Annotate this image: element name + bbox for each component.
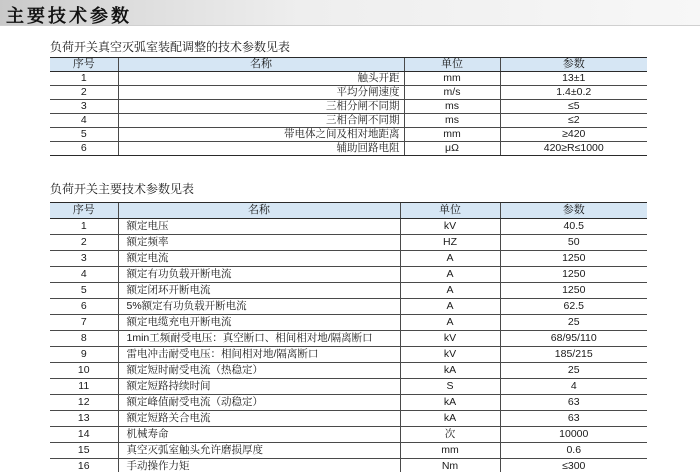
col-header-name: 名称 xyxy=(118,58,404,72)
cell-unit: A xyxy=(400,299,500,315)
cell-name: 额定峰值耐受电流（动稳定） xyxy=(118,395,400,411)
cell-name: 额定短路持续时间 xyxy=(118,379,400,395)
table-row xyxy=(50,86,647,100)
table-row xyxy=(50,72,647,86)
cell-unit: A xyxy=(400,267,500,283)
cell-unit: kA xyxy=(400,411,500,427)
cell-name: 平均分闸速度 xyxy=(118,86,404,100)
cell-name: 触头开距 xyxy=(118,72,404,86)
cell-unit: μΩ xyxy=(404,142,500,156)
cell-index: 3 xyxy=(50,100,118,114)
cell-name: 辅助回路电阻 xyxy=(118,142,404,156)
col-header-index: 序号 xyxy=(50,58,118,72)
table-row xyxy=(50,251,647,267)
table-row xyxy=(50,283,647,299)
cell-index: 8 xyxy=(50,331,118,347)
cell-value: ≥420 xyxy=(500,128,647,142)
table-header-row xyxy=(50,58,647,72)
cell-unit: ms xyxy=(404,100,500,114)
table-row xyxy=(50,395,647,411)
cell-unit: mm xyxy=(404,72,500,86)
cell-value: 63 xyxy=(500,395,647,411)
section-header-bar xyxy=(0,0,700,26)
table-row xyxy=(50,219,647,235)
cell-name: 额定短时耐受电流（热稳定） xyxy=(118,363,400,379)
cell-name: 额定短路关合电流 xyxy=(118,411,400,427)
cell-unit: HZ xyxy=(400,235,500,251)
cell-value: 40.5 xyxy=(500,219,647,235)
table-row xyxy=(50,459,647,472)
cell-value: 185/215 xyxy=(500,347,647,363)
cell-unit: m/s xyxy=(404,86,500,100)
cell-unit: kA xyxy=(400,395,500,411)
cell-name: 机械寿命 xyxy=(118,427,400,443)
cell-value: 420≥R≤1000 xyxy=(500,142,647,156)
cell-unit: A xyxy=(400,283,500,299)
cell-index: 3 xyxy=(50,251,118,267)
cell-index: 4 xyxy=(50,267,118,283)
table-header-row xyxy=(50,203,647,219)
cell-name: 三相分闸不同期 xyxy=(118,100,404,114)
table-row xyxy=(50,128,647,142)
cell-value: 25 xyxy=(500,363,647,379)
cell-unit: 次 xyxy=(400,427,500,443)
table-row xyxy=(50,331,647,347)
cell-name: 雷电冲击耐受电压：相间相对地/隔离断口 xyxy=(118,347,400,363)
table-row xyxy=(50,114,647,128)
cell-index: 16 xyxy=(50,459,118,472)
col-header-index: 序号 xyxy=(50,203,118,219)
table-row xyxy=(50,443,647,459)
section-title: 主要技术参数 xyxy=(6,6,132,27)
cell-index: 7 xyxy=(50,315,118,331)
cell-value: 68/95/110 xyxy=(500,331,647,347)
cell-value: 13±1 xyxy=(500,72,647,86)
cell-value: ≤5 xyxy=(500,100,647,114)
cell-name: 1min工频耐受电压：真空断口、相间相对地/隔离断口 xyxy=(118,331,400,347)
assembly-parameters-table xyxy=(50,57,647,156)
cell-value: 25 xyxy=(500,315,647,331)
cell-unit: A xyxy=(400,251,500,267)
col-header-value: 参数 xyxy=(500,203,647,219)
cell-unit: kV xyxy=(400,347,500,363)
cell-unit: kV xyxy=(400,219,500,235)
col-header-unit: 单位 xyxy=(404,58,500,72)
cell-value: 0.6 xyxy=(500,443,647,459)
cell-unit: A xyxy=(400,315,500,331)
cell-name: 5%额定有功负载开断电流 xyxy=(118,299,400,315)
cell-unit: S xyxy=(400,379,500,395)
cell-name: 额定有功负载开断电流 xyxy=(118,267,400,283)
cell-name: 额定电缆充电开断电流 xyxy=(118,315,400,331)
cell-index: 6 xyxy=(50,299,118,315)
table-row xyxy=(50,363,647,379)
cell-index: 2 xyxy=(50,86,118,100)
table-row xyxy=(50,299,647,315)
table-row xyxy=(50,267,647,283)
cell-name: 额定闭环开断电流 xyxy=(118,283,400,299)
cell-name: 真空灭弧室触头允许磨损厚度 xyxy=(118,443,400,459)
cell-unit: Nm xyxy=(400,459,500,472)
cell-index: 2 xyxy=(50,235,118,251)
col-header-unit: 单位 xyxy=(400,203,500,219)
cell-value: ≤300 xyxy=(500,459,647,472)
cell-unit: kV xyxy=(400,331,500,347)
cell-value: 1.4±0.2 xyxy=(500,86,647,100)
table-row xyxy=(50,347,647,363)
table-row xyxy=(50,142,647,156)
table-row xyxy=(50,100,647,114)
table1-caption: 负荷开关真空灭弧室装配调整的技术参数见表 xyxy=(50,40,291,54)
cell-value: 10000 xyxy=(500,427,647,443)
col-header-name: 名称 xyxy=(118,203,400,219)
cell-unit: mm xyxy=(404,128,500,142)
cell-value: 4 xyxy=(500,379,647,395)
cell-index: 13 xyxy=(50,411,118,427)
table-row xyxy=(50,315,647,331)
cell-name: 额定频率 xyxy=(118,235,400,251)
cell-value: 62.5 xyxy=(500,299,647,315)
cell-index: 5 xyxy=(50,128,118,142)
cell-value: 1250 xyxy=(500,283,647,299)
cell-index: 11 xyxy=(50,379,118,395)
cell-unit: mm xyxy=(400,443,500,459)
cell-value: 63 xyxy=(500,411,647,427)
cell-unit: kA xyxy=(400,363,500,379)
cell-unit: ms xyxy=(404,114,500,128)
cell-index: 12 xyxy=(50,395,118,411)
cell-index: 14 xyxy=(50,427,118,443)
col-header-value: 参数 xyxy=(500,58,647,72)
cell-name: 额定电压 xyxy=(118,219,400,235)
cell-index: 4 xyxy=(50,114,118,128)
cell-name: 手动操作力矩 xyxy=(118,459,400,472)
cell-index: 1 xyxy=(50,219,118,235)
main-parameters-table xyxy=(50,202,647,472)
cell-name: 带电体之间及相对地距离 xyxy=(118,128,404,142)
cell-value: 50 xyxy=(500,235,647,251)
table-row xyxy=(50,427,647,443)
cell-value: 1250 xyxy=(500,267,647,283)
cell-value: 1250 xyxy=(500,251,647,267)
table-row xyxy=(50,235,647,251)
cell-name: 额定电流 xyxy=(118,251,400,267)
cell-index: 9 xyxy=(50,347,118,363)
table2-caption: 负荷开关主要技术参数见表 xyxy=(50,182,195,196)
table-row xyxy=(50,379,647,395)
cell-index: 5 xyxy=(50,283,118,299)
cell-index: 15 xyxy=(50,443,118,459)
cell-index: 6 xyxy=(50,142,118,156)
cell-index: 10 xyxy=(50,363,118,379)
cell-name: 三相合闸不同期 xyxy=(118,114,404,128)
table-row xyxy=(50,411,647,427)
cell-value: ≤2 xyxy=(500,114,647,128)
cell-index: 1 xyxy=(50,72,118,86)
